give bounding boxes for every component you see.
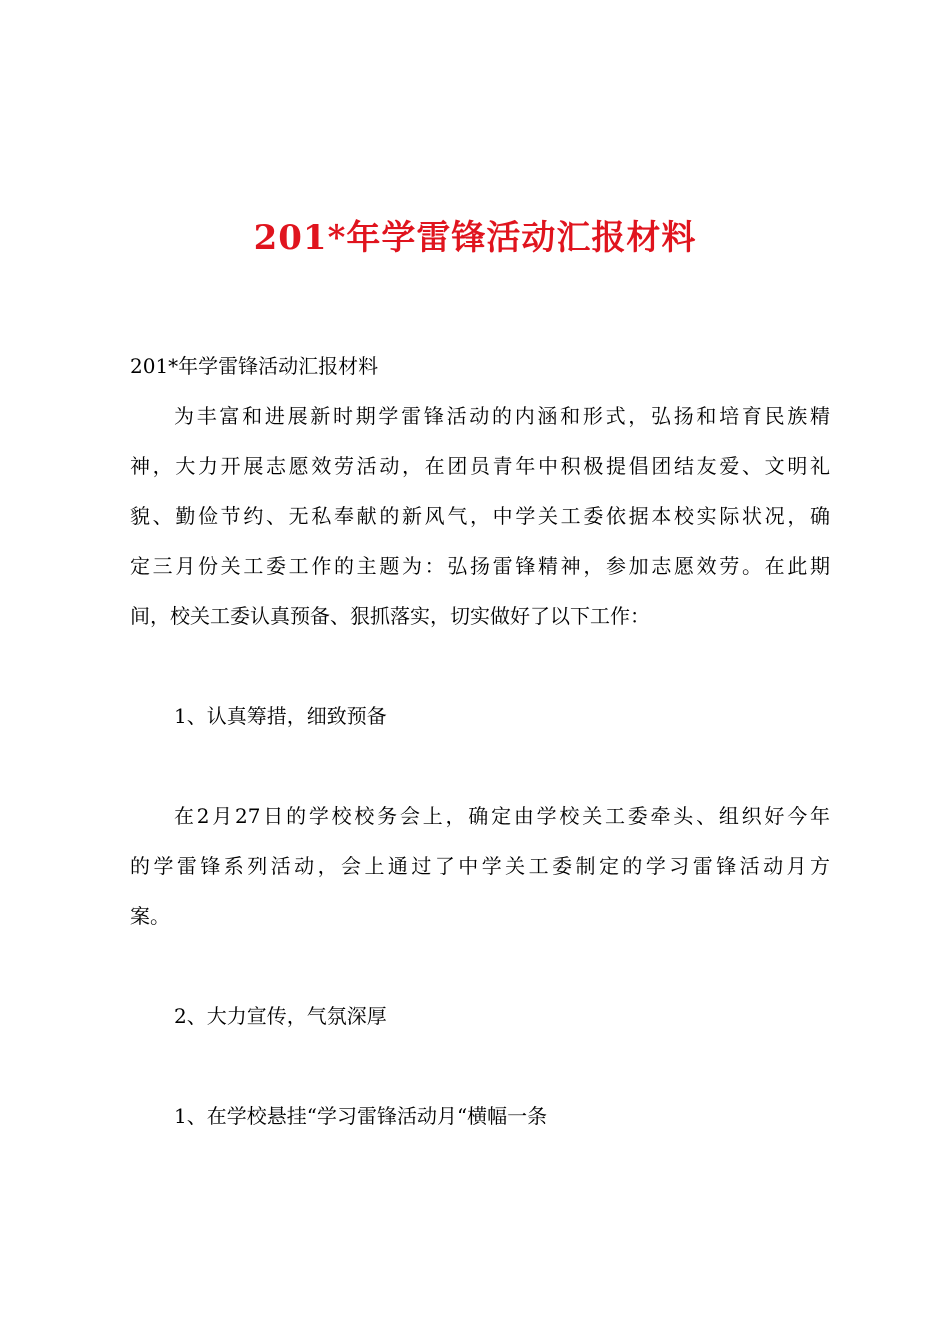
intro-line-3: 貌、勤俭节约、无私奉献的新风气，中学关工委依据本校实际状况，确 (130, 504, 830, 528)
section2-heading: 2、大力宣传，气氛深厚 (174, 1004, 387, 1028)
intro-line-2: 神，大力开展志愿效劳活动，在团员青年中积极提倡团结友爱、文明礼 (130, 454, 830, 478)
section1-line-1: 在2月27日的学校校务会上，确定由学校关工委牵头、组织好今年 (174, 804, 830, 828)
section1-line-3: 案。 (130, 904, 170, 928)
section1-line-2: 的学雷锋系列活动，会上通过了中学关工委制定的学习雷锋活动月方 (130, 854, 830, 878)
section2-item-1: 1、在学校悬挂“学习雷锋活动月“横幅一条 (174, 1104, 548, 1128)
document-title: 201*年学雷锋活动汇报材料 (253, 218, 697, 258)
intro-line-1: 为丰富和进展新时期学雷锋活动的内涵和形式，弘扬和培育民族精 (174, 404, 830, 428)
document-subtitle: 201*年学雷锋活动汇报材料 (130, 354, 379, 378)
section1-heading: 1、认真筹措，细致预备 (174, 704, 387, 728)
intro-line-4: 定三月份关工委工作的主题为：弘扬雷锋精神，参加志愿效劳。在此期 (130, 554, 830, 578)
intro-line-5: 间，校关工委认真预备、狠抓落实，切实做好了以下工作： (130, 604, 650, 628)
